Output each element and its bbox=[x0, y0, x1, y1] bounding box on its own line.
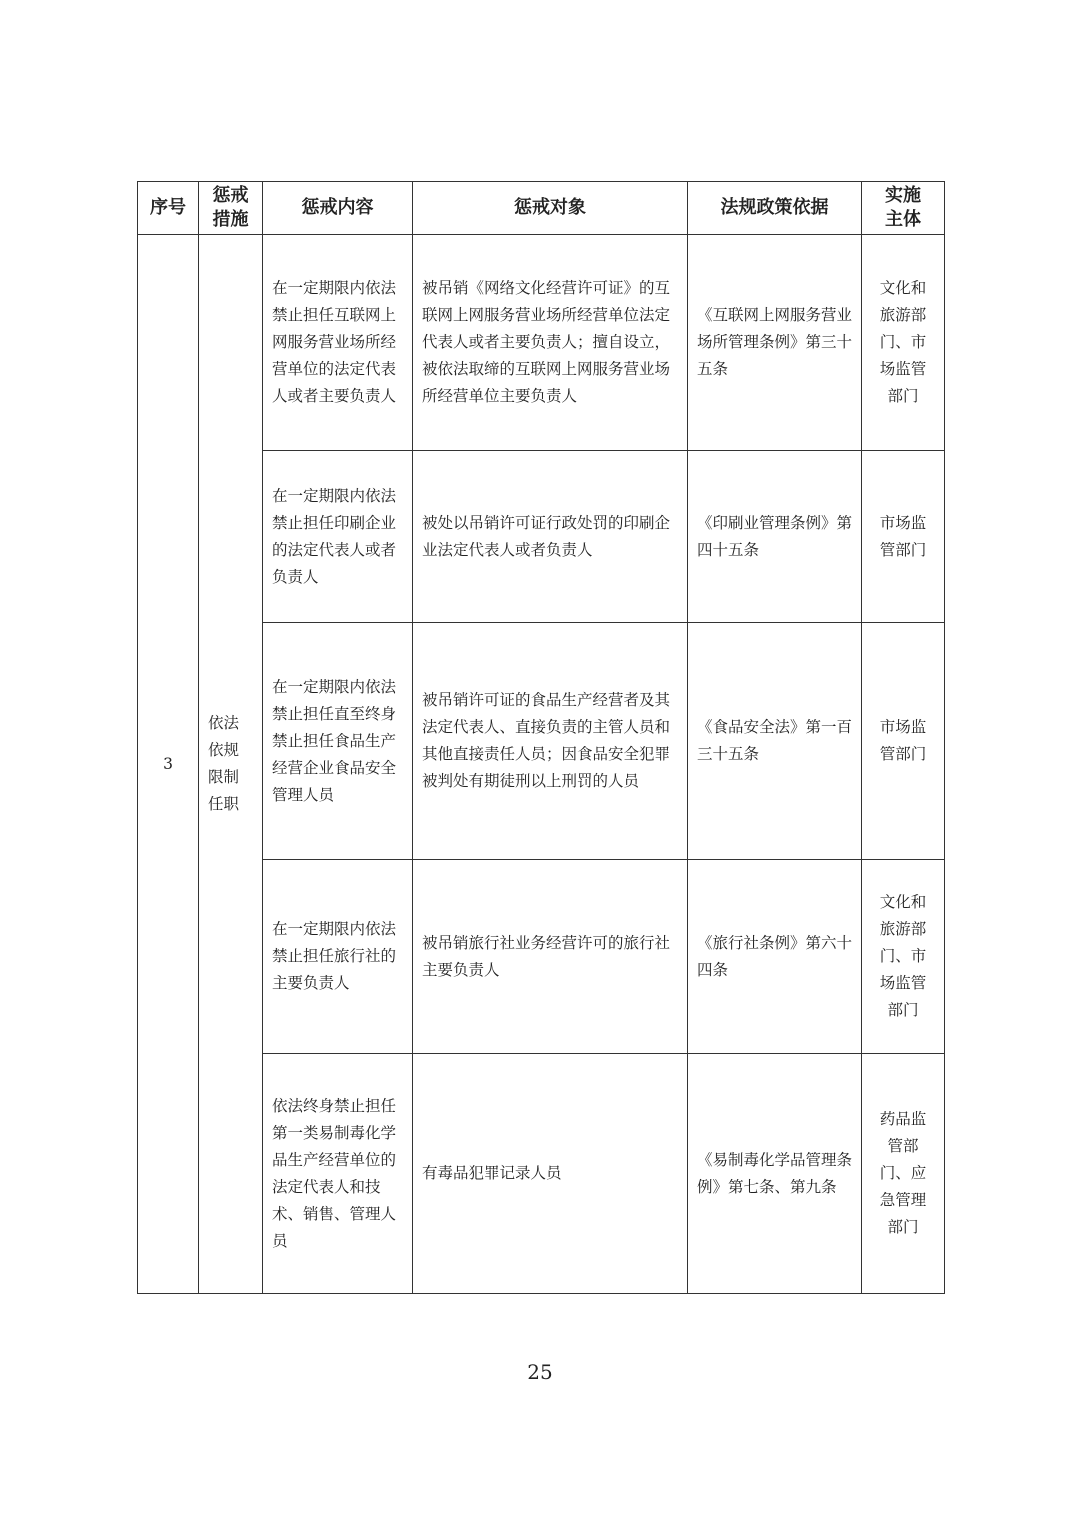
row-basis: 《互联网上网服务营业场所管理条例》第三十五条 bbox=[688, 235, 862, 451]
row-target: 被处以吊销许可证行政处罚的印刷企业法定代表人或者负责人 bbox=[413, 451, 688, 623]
header-target: 惩戒对象 bbox=[413, 182, 688, 235]
row-basis: 《易制毒化学品管理条例》第七条、第九条 bbox=[688, 1054, 862, 1294]
row-content: 依法终身禁止担任第一类易制毒化学品生产经营单位的法定代表人和技术、销售、管理人员 bbox=[263, 1054, 413, 1294]
row-content: 在一定期限内依法禁止担任印刷企业的法定代表人或者负责人 bbox=[263, 451, 413, 623]
row-content: 在一定期限内依法禁止担任旅行社的主要负责人 bbox=[263, 860, 413, 1054]
row-target: 被吊销旅行社业务经营许可的旅行社主要负责人 bbox=[413, 860, 688, 1054]
row-target: 有毒品犯罪记录人员 bbox=[413, 1054, 688, 1294]
header-seq: 序号 bbox=[138, 182, 199, 235]
row-agency: 药品监管部门、应急管理部门 bbox=[862, 1054, 945, 1294]
table-row bbox=[138, 235, 945, 451]
row-content: 在一定期限内依法禁止担任互联网上网服务营业场所经营单位的法定代表人或者主要负责人 bbox=[263, 235, 413, 451]
row-agency: 文化和旅游部门、市场监管部门 bbox=[862, 860, 945, 1054]
row-target: 被吊销《网络文化经营许可证》的互联网上网服务营业场所经营单位法定代表人或者主要负责人；擅自设立，被依法取缔的互联网上网服务营业场所经营单位主要负责人 bbox=[413, 235, 688, 451]
row-agency: 市场监管部门 bbox=[862, 451, 945, 623]
row-agency: 文化和旅游部门、市场监管部门 bbox=[862, 235, 945, 451]
table-header-row bbox=[138, 182, 945, 235]
row-basis: 《旅行社条例》第六十四条 bbox=[688, 860, 862, 1054]
row-basis: 《食品安全法》第一百三十五条 bbox=[688, 623, 862, 860]
row-target: 被吊销许可证的食品生产经营者及其法定代表人、直接负责的主管人员和其他直接责任人员；因食品安全犯罪被判处有期徒刑以上刑罚的人员 bbox=[413, 623, 688, 860]
page-number: 25 bbox=[527, 1360, 553, 1384]
group-measure: 依法依规限制任职 bbox=[199, 235, 263, 1294]
header-basis: 法规政策依据 bbox=[688, 182, 862, 235]
header-agency: 实施主体 bbox=[862, 182, 945, 235]
row-content: 在一定期限内依法禁止担任直至终身禁止担任食品生产经营企业食品安全管理人员 bbox=[263, 623, 413, 860]
penalty-table bbox=[137, 181, 945, 1294]
group-seq: 3 bbox=[138, 235, 199, 1294]
row-basis: 《印刷业管理条例》第四十五条 bbox=[688, 451, 862, 623]
header-measure: 惩戒措施 bbox=[199, 182, 263, 235]
header-content: 惩戒内容 bbox=[263, 182, 413, 235]
row-agency: 市场监管部门 bbox=[862, 623, 945, 860]
